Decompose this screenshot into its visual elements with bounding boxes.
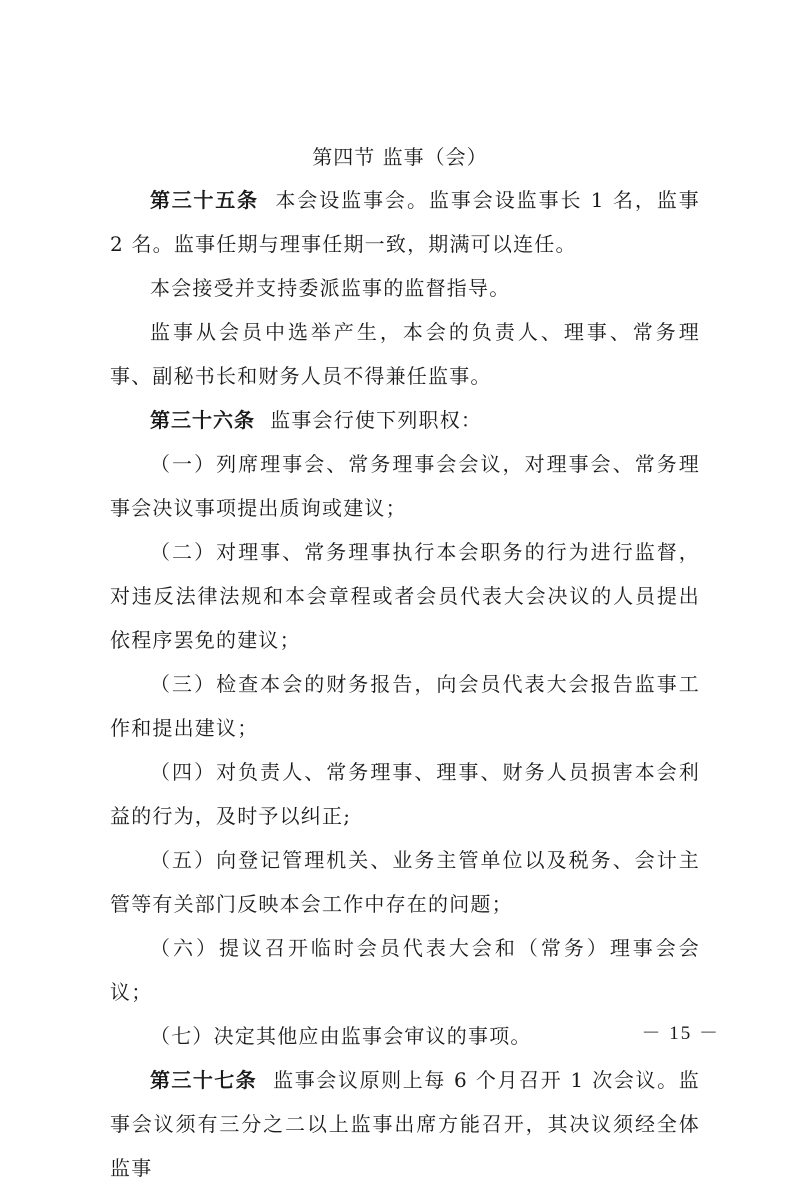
paragraph-text: 监事会议原则上每 6 个月召开 1 次会议。监事会议须有三分之二以上监事出席方能召开，其决议须经全体监事: [110, 1068, 700, 1180]
paragraph-article-36: [110, 398, 700, 442]
body-text: [110, 178, 700, 1190]
paragraph-article-37: [110, 1058, 700, 1190]
list-item: （二）对理事、常务理事执行本会职务的行为进行监督，对违反法律法规和本会章程或者会员代表大会决议的人员提出依程序罢免的建议；: [110, 540, 700, 652]
article-label: 第三十七条: [150, 1068, 258, 1092]
page-number: － 15 －: [641, 1023, 720, 1044]
paragraph-text: 监事会行使下列职权：: [270, 408, 483, 432]
paragraph-article-35: [110, 178, 700, 266]
article-label: 第三十五条: [150, 188, 259, 212]
list-item: （一）列席理事会、常务理事会会议，对理事会、常务理事会决议事项提出质询或建议；: [110, 452, 700, 520]
paragraph: 本会接受并支持委派监事的监督指导。: [150, 276, 511, 300]
list-item: （三）检查本会的财务报告，向会员代表大会报告监事工作和提出建议；: [110, 672, 700, 740]
list-item: （四）对负责人、常务理事、理事、财务人员损害本会利益的行为，及时予以纠正;: [110, 760, 700, 828]
paragraph: 监事从会员中选举产生，本会的负责人、理事、常务理事、副秘书长和财务人员不得兼任监事。: [110, 320, 700, 388]
article-label: 第三十六条: [150, 408, 255, 432]
list-item: （七）决定其他应由监事会审议的事项。: [150, 1024, 532, 1048]
paragraph-text: 本会设监事会。监事会设监事长 1 名，监事 2 名。监事任期与理事任期一致，期满可以连任。: [110, 188, 701, 256]
list-item: （六）提议召开临时会员代表大会和（常务）理事会会议；: [110, 936, 700, 1004]
section-title: 第四节 监事（会）: [312, 145, 488, 169]
list-item: （五）向登记管理机关、业务主管单位以及税务、会计主管等有关部门反映本会工作中存在的问题；: [110, 848, 700, 916]
